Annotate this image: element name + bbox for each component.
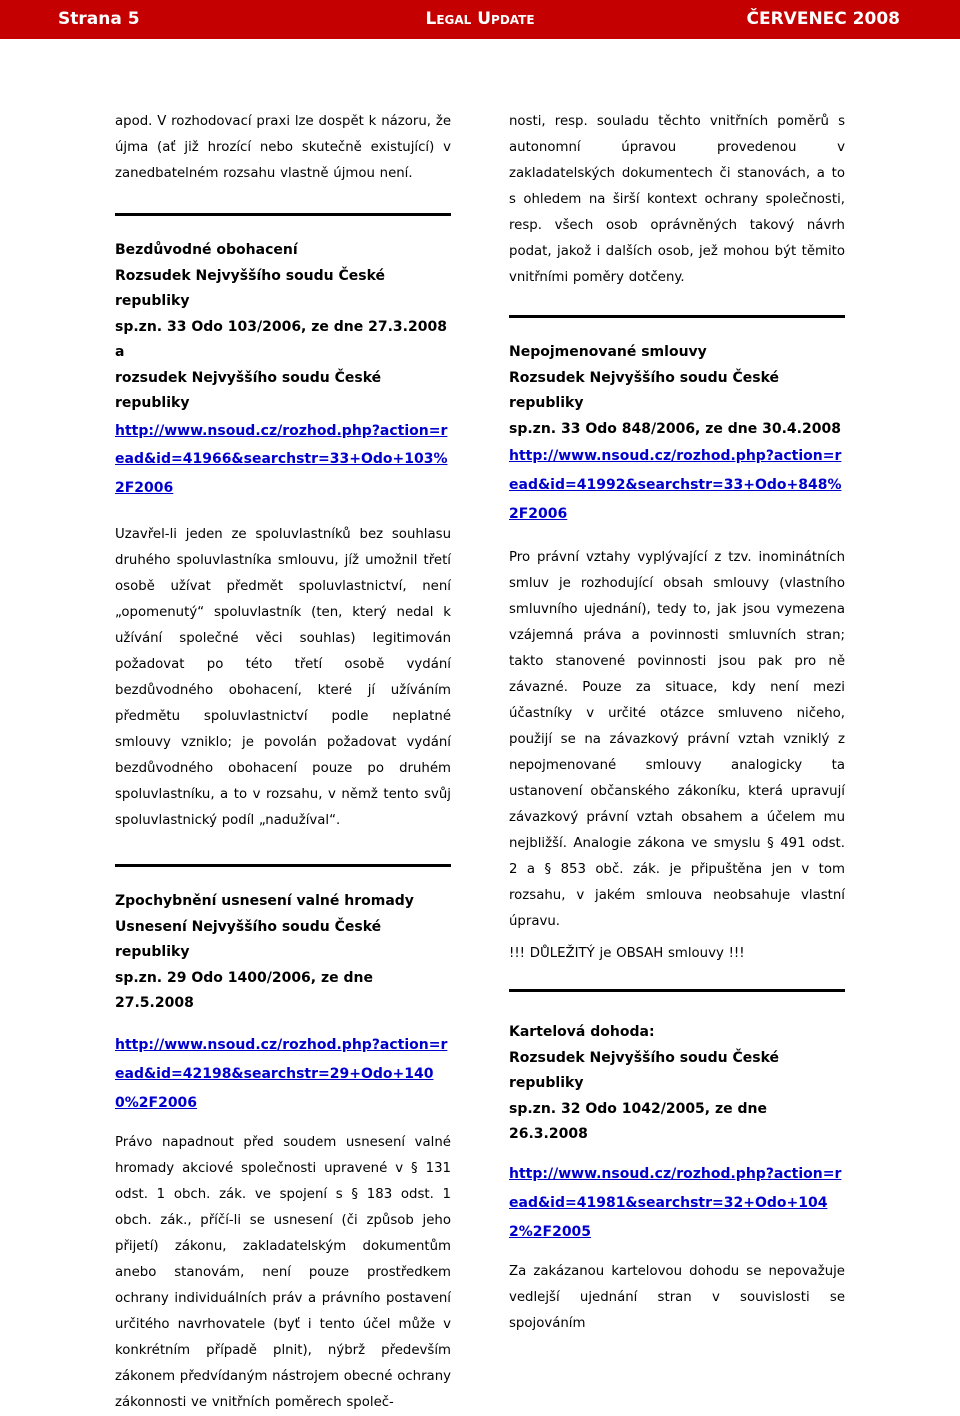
decision-link[interactable]: http://www.nsoud.cz/rozhod.php?action=read&id=41981&searchstr=32+Odo+1042%2F2005 (509, 1165, 842, 1240)
court-decision: Rozsudek Nejvyššího soudu České republiky (509, 1049, 780, 1091)
continued-paragraph: nosti, resp. souladu těchto vnitřních poměrů s autonomní úpravou provedenou v zakladatelských dokumentech či stanovách, a to s ohledem na širší kontext ochrany společnosti, resp. všech osob oprávněných takový návrh podat, jakož i dalších osob, jež mohou být těmito vnitřními poměry dotčeny. (509, 114, 845, 285)
court-decision: Rozsudek Nejvyššího soudu České republiky (115, 267, 386, 309)
court-decision-2: rozsudek Nejvyššího soudu České republiky (115, 369, 382, 411)
case-reference: sp.zn. 33 Odo 103/2006, ze dne 27.3.2008 a (115, 318, 447, 360)
case-reference: sp.zn. 29 Odo 1400/2006, ze dne 27.5.2008 (115, 969, 373, 1011)
section-unjust-enrichment (115, 238, 451, 834)
section-heading: Zpochybnění usnesení valné hromady (115, 893, 414, 909)
newsletter-title: Legal Update (425, 9, 535, 29)
page-header (0, 0, 960, 39)
decision-link[interactable]: http://www.nsoud.cz/rozhod.php?action=read&id=41966&searchstr=33+Odo+103%2F2006 (115, 422, 448, 496)
section-heading: Kartelová dohoda: (509, 1024, 655, 1040)
important-note: !!! DŮLEŽITÝ je OBSAH smlouvy !!! (509, 946, 745, 961)
section-innominate-contracts (509, 340, 845, 967)
page-number: Strana 5 (58, 9, 140, 29)
section-general-meeting (115, 889, 451, 1416)
court-decision: Usnesení Nejvyššího soudu České republiky (115, 918, 382, 960)
left-column (115, 109, 451, 1416)
section-body: Za zakázanou kartelovou dohodu se nepovažuje vedlejší ujednání stran v souvislosti se spojováním (509, 1263, 845, 1331)
section-cartel-agreement (509, 1020, 845, 1337)
decision-link[interactable]: http://www.nsoud.cz/rozhod.php?action=read&id=42198&searchstr=29+Odo+1400%2F2006 (115, 1036, 448, 1111)
section-divider (509, 989, 845, 992)
right-column (509, 109, 845, 1337)
section-divider (115, 213, 451, 216)
section-body: Právo napadnout před soudem usnesení valné hromady akciové společnosti upravené v § 131 odst. 1 obch. zák. ve spojení s § 183 odst. 1 obch. zák., příčí-li se usnesení (či způsob jeho přijetí) zákonu, zakladatelským dokumentům anebo stanovám, není pouze prostředkem ochrany individuálních práv a právního postavení určitého navrhovatele (byť i tento účel může v konkrétním případě plnit), nýbrž především zákonem předvídaným nástrojem obecné ochrany zákonnosti ve vnitřních poměrech společ- (115, 1134, 451, 1410)
section-heading: Bezdůvodné obohacení (115, 242, 298, 258)
section-divider (115, 864, 451, 867)
section-body: Pro právní vztahy vyplývající z tzv. inominátních smluv je rozhodující obsah smlouvy (vlastního smluvního ujednání), tedy to, jak jsou vymezena vzájemná práva a povinnosti smluvních stran; takto stanovené povinnosti jsou pak pro ně závazné. Pouze za situace, kdy není mezi účastníky v určité otázce smluveno ničeho, použijí se na závazkový právní vztah vzniklý z nepojmenované smlouvy analogicky ta ustanovení občanského zákoníku, která upravují závazkový právní vztah obsahem a účelem mu nejbližší. Analogie zákona ve smyslu § 491 odst. 2 a § 853 obč. zák. je připuštěna jen v tom rozsahu, v jakém smlouva neobsahuje vlastní úpravu. (509, 550, 845, 929)
section-heading: Nepojmenované smlouvy (509, 344, 707, 360)
section-body: Uzavřel-li jeden ze spoluvlastníků bez souhlasu druhého spoluvlastníka smlouvu, jíž umožnil třetí osobě užívat předmět spoluvlastnictví, není „opomenutý“ spoluvlastník (ten, který nedal k užívání společné věci souhlas) legitimován požadovat po této třetí osobě vydání bezdůvodného obohacení, které jí užíváním předmětu spoluvlastnictví podle neplatné smlouvy vzniklo; je povolán požadovat vydání bezdůvodného obohacení pouze po druhém spoluvlastníku, a to v rozsahu, v němž tento svůj spoluvlastnický podíl „nadužíval“. (115, 527, 451, 828)
section-divider (509, 315, 845, 318)
intro-paragraph: apod. V rozhodovací praxi lze dospět k názoru, že újma (ať již hrozící nebo skutečně existující) v zanedbatelném rozsahu vlastně újmou není. (115, 114, 451, 181)
issue-date: ČERVENEC 2008 (746, 9, 900, 29)
case-reference: sp.zn. 32 Odo 1042/2005, ze dne 26.3.2008 (509, 1100, 767, 1142)
court-decision: Rozsudek Nejvyššího soudu České republiky (509, 369, 780, 411)
case-reference: sp.zn. 33 Odo 848/2006, ze dne 30.4.2008 (509, 420, 841, 437)
decision-link[interactable]: http://www.nsoud.cz/rozhod.php?action=read&id=41992&searchstr=33+Odo+848%2F2006 (509, 448, 842, 522)
